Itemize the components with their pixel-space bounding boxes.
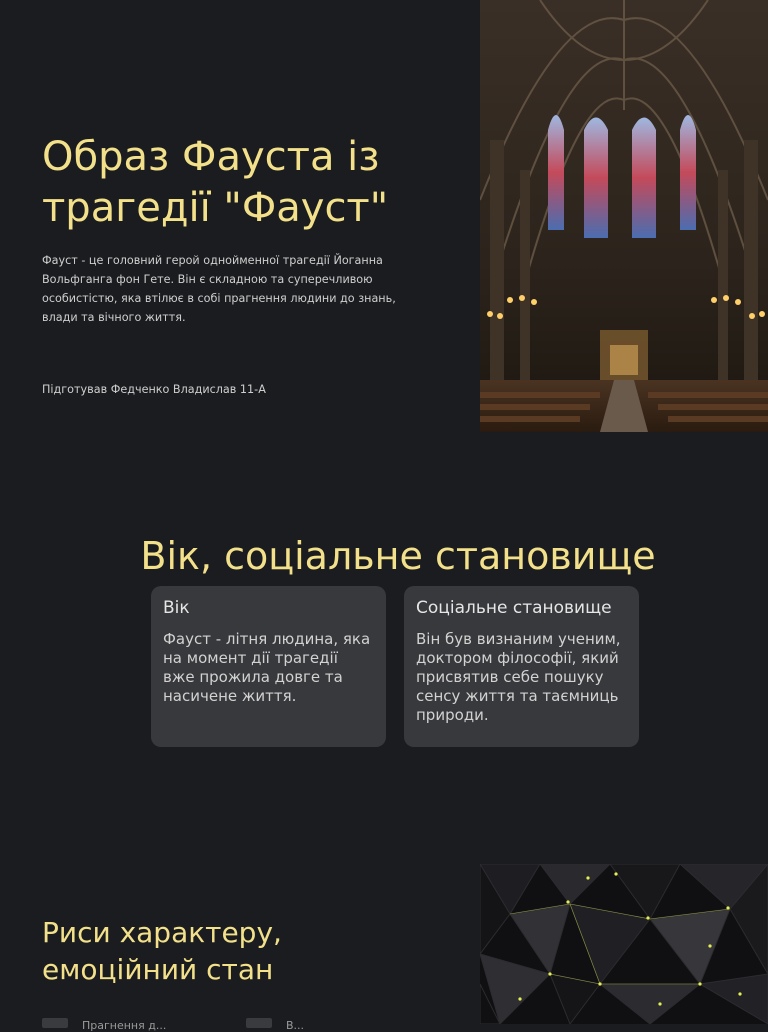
character-traits-slide (0, 864, 768, 1032)
social-status-card (404, 586, 639, 747)
trait-icon (42, 1018, 68, 1028)
age-social-slide (0, 432, 768, 864)
slide-description: Фауст - це головний герой однойменної трагедії Йоганна Вольфганга фон Гете. Він є складною та суперечливою особистістю, яка втілює в собі прагнення людини до знань, влади та вічного життя. (42, 254, 396, 324)
trait-label: В... (286, 1019, 305, 1032)
card-title: Соціальне становище (416, 598, 612, 618)
card-text: Фауст - літня людина, яка на момент дії трагедії вже прожила довге та насичене життя. (163, 630, 371, 705)
trait-icon (246, 1018, 272, 1028)
trait-label: Прагнення д... (82, 1019, 167, 1032)
title-slide (0, 0, 768, 432)
cathedral-illustration (480, 0, 768, 432)
section-heading: Риси характеру, емоційний стан (42, 916, 282, 986)
polygon-illustration (480, 864, 768, 1024)
card-title: Вік (163, 598, 190, 618)
age-card (151, 586, 386, 747)
author-credit: Підготував Федченко Владислав 11-А (42, 383, 266, 396)
card-text: Він був визнаним ученим, доктором філософії, який присвятив себе пошуку сенсу життя та таємниць природи. (416, 630, 621, 724)
slide-title: Образ Фауста із трагедії "Фауст" (42, 134, 389, 231)
section-heading: Вік, соціальне становище (140, 534, 656, 578)
polygon-texture-image (480, 864, 768, 1024)
cathedral-image (480, 0, 768, 432)
